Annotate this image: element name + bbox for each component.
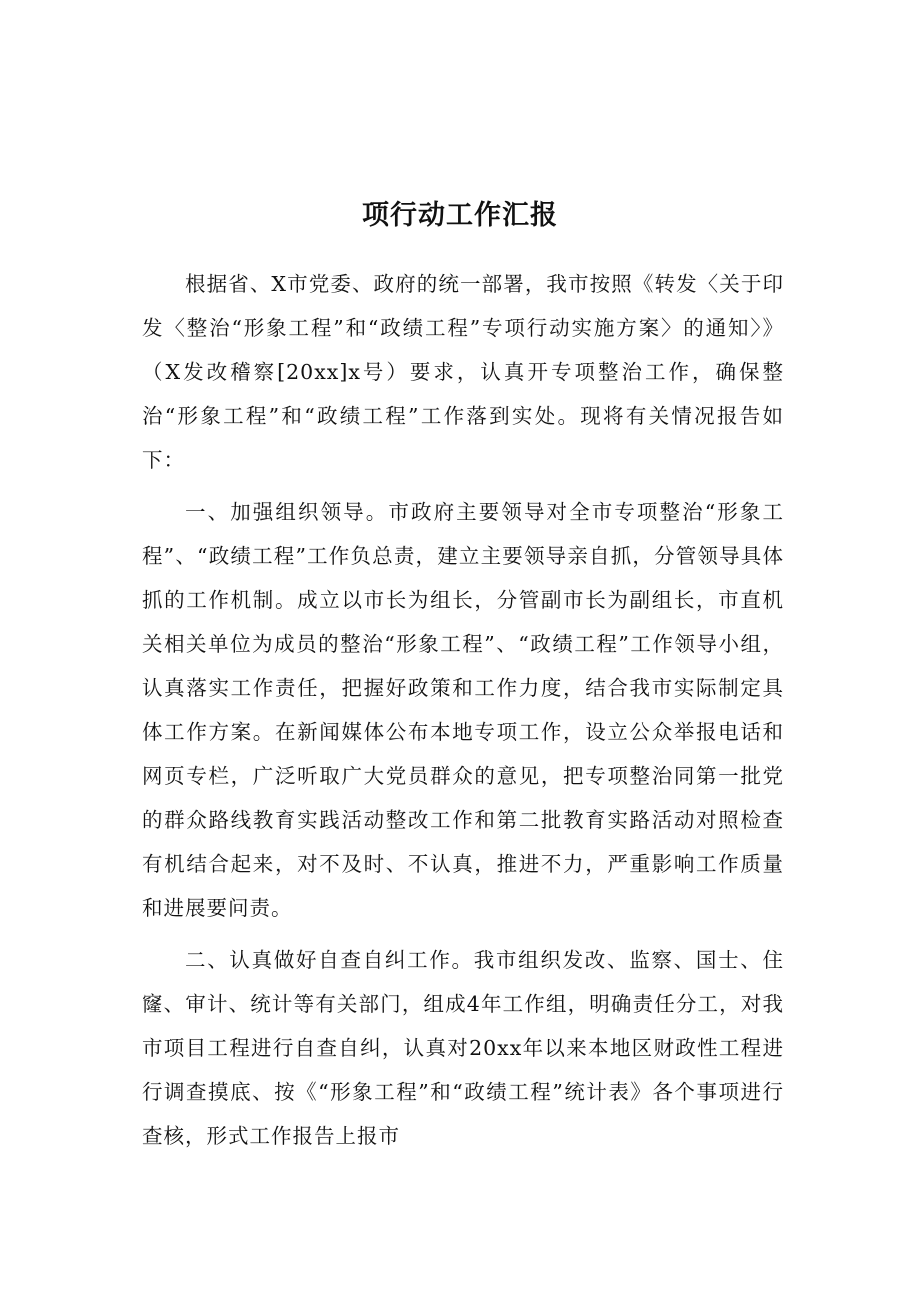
paragraph-section-2: 二、认真做好自查自纠工作。我市组织发改、监察、国士、住窿、审计、统计等有关部门，组成4年工作组，明确责任分工，对我市项目工程进行自查自纠，认真对20xx年以来本地区财政性工程进行调查摸底、按《“形象工程”和“政绩工程”统计表》各个事项进行查核，形式工作报告上报市 [142, 948, 784, 1148]
paragraph-intro: 根据省、X市党委、政府的统一部署，我市按照《转发〈关于印发〈整治“形象工程”和“政绩工程”专项行动实施方案〉的通知〉》（X发改稽察[20xx]x号）要求，认真开专项整治工作，确保整治“形象工程”和“政绩工程”工作落到实处。现将有关情况报告如下： [142, 272, 784, 472]
document-body [142, 262, 784, 1158]
paragraph-section-1: 一、加强组织领导。市政府主要领导对全市专项整治“形象工程”、“政绩工程”工作负总责，建立主要领导亲自抓，分管领导具体抓的工作机制。成立以市长为组长，分管副市长为副组长，市直机关相关单位为成员的整治“形象工程”、“政绩工程”工作领导小组，认真落实工作责任，把握好政策和工作力度，结合我市实际制定具体工作方案。在新闻媒体公布本地专项工作，设立公众举报电话和网页专栏，广泛听取广大党员群众的意见，把专项整治同第一批党的群众路线教育实践活动整改工作和第二批教育实路活动对照检查有机结合起来，对不及时、不认真，推进不力，严重影响工作质量和进展要问责。 [142, 500, 784, 920]
document-title: 项行动工作汇报 [362, 200, 558, 231]
